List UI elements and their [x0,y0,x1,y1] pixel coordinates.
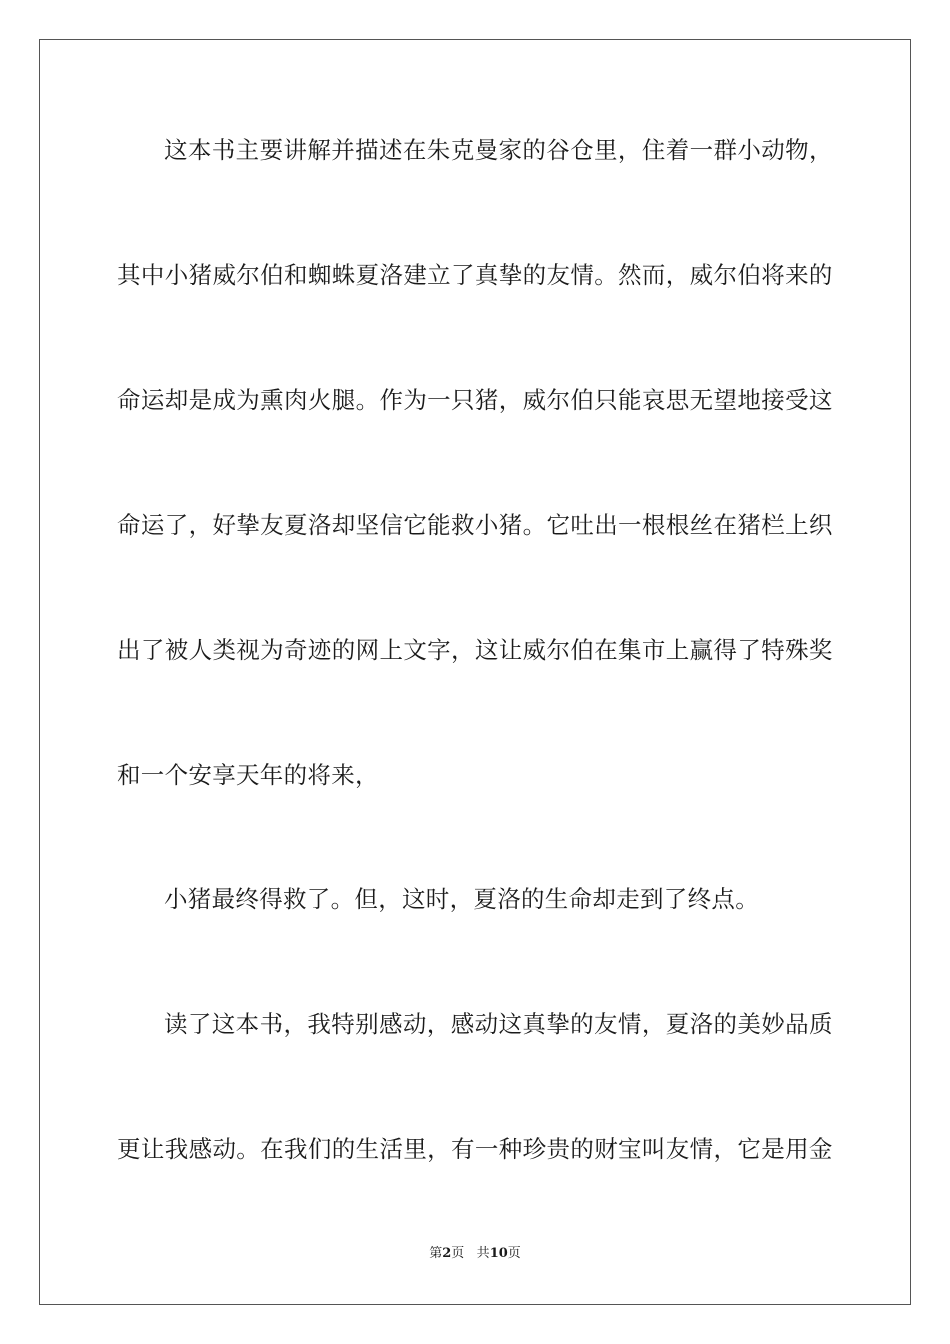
text-line: 出 了 被 人 类 视 为 奇 迹 的 网 上 文 字 ， 这 让 威 尔 伯 在 集 市 上 赢 得 了 特 殊 奖 [117,636,833,664]
text-line: 和一个安享天年的将来， [117,761,379,789]
page-prefix: 第 [429,1246,443,1261]
text-line: 小猪最终得救了。但，这时，夏洛的生命却走到了终点。 [164,885,759,913]
page-footer [0,1245,950,1263]
page-label: 页 [451,1246,465,1261]
page-total: 10 [489,1246,508,1261]
text-line: 更 让 我 感 动 。 在 我 们 的 生 活 里 ， 有 一 种 珍 贵 的 财 宝 叫 友 情 ， 它 是 用 金 [117,1135,833,1163]
text-line: 读 了 这 本 书 ， 我 特 别 感 动 ， 感 动 这 真 挚 的 友 情 ， 夏 洛 的 美 妙 品 质 [164,1010,833,1038]
page-current: 2 [442,1246,452,1261]
total-label: 页 [507,1246,521,1261]
page-border [39,39,911,1305]
text-line: 命 运 了 ， 好 挚 友 夏 洛 却 坚 信 它 能 救 小 猪 。 它 吐 出 一 根 根 丝 在 猪 栏 上 织 [117,511,833,539]
text-line: 其 中 小 猪 威 尔 伯 和 蜘 蛛 夏 洛 建 立 了 真 挚 的 友 情 。 然 而 ， 威 尔 伯 将 来 的 [117,261,833,289]
total-prefix: 共 [476,1246,490,1261]
text-line: 命 运 却 是 成 为 熏 肉 火 腿 。 作 为 一 只 猪 ， 威 尔 伯 只 能 哀 思 无 望 地 接 受 这 [117,386,833,414]
text-line: 这 本 书 主 要 讲 解 并 描 述 在 朱 克 曼 家 的 谷 仓 里 ， 住 着 一 群 小 动 物 ， [164,136,833,164]
